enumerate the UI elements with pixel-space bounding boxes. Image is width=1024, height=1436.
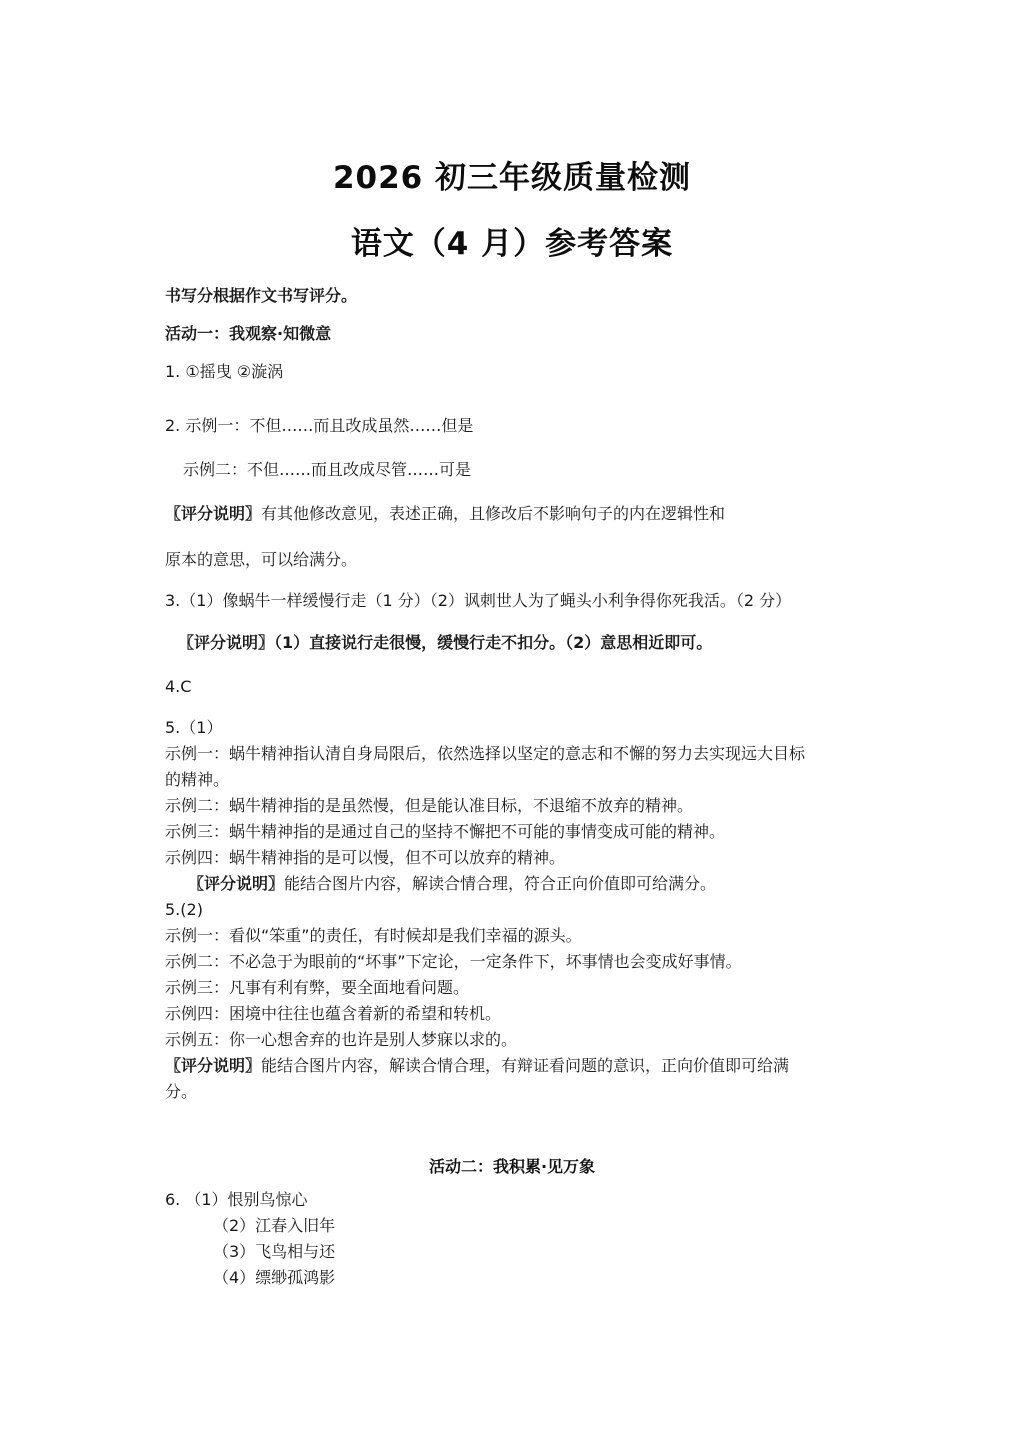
answer-q6-2: （2）江春入旧年 <box>213 1216 336 1235</box>
scoring-note-text: 能结合图片内容，解读合情合理，符合正向价值即可给满分。 <box>284 874 717 893</box>
scoring-note-text: 能结合图片内容，解读合情合理，有辩证看问题的意识，正向价值即可给满 <box>261 1056 790 1075</box>
q5-2-example1: 示例一：看似“笨重”的责任，有时候却是我们幸福的源头。 <box>165 926 582 945</box>
q5-1-scoring-note <box>188 872 716 896</box>
answer-q6-1: 6. （1）恨别鸟惊心 <box>165 1190 308 1209</box>
q5-2-scoring-note <box>165 1054 789 1078</box>
q5-1-example3: 示例三：蜗牛精神指的是通过自己的坚持不懈把不可能的事情变成可能的精神。 <box>165 822 726 841</box>
q5-2-example2: 示例二：不必急于为眼前的“坏事”下定论，一定条件下，坏事情也会变成好事情。 <box>165 952 742 971</box>
answer-q5-1-label: 5.（1） <box>165 718 223 737</box>
page-subtitle: 语文（4 月）参考答案 <box>350 226 674 262</box>
scoring-note-label: 〖评分说明〗 <box>165 1056 262 1075</box>
answer-q2-example1: 2. 示例一：不但……而且改成虽然……但是 <box>165 416 474 435</box>
scoring-note-text: 有其他修改意见，表述正确，且修改后不影响句子的内在逻辑性和 <box>261 504 726 523</box>
q5-1-example1-cont: 的精神。 <box>165 770 230 789</box>
q5-2-example3: 示例三：凡事有利有弊，要全面地看问题。 <box>165 978 470 997</box>
answer-q6-3: （3）飞鸟相与还 <box>213 1242 336 1261</box>
q5-2-example5: 示例五：你一心想舍弃的也许是别人梦寐以求的。 <box>165 1030 518 1049</box>
q2-scoring-note-cont: 原本的意思，可以给满分。 <box>165 550 358 569</box>
q5-2-example4: 示例四：困境中往往也蕴含着新的希望和转机。 <box>165 1004 502 1023</box>
q3-scoring-note: 〖评分说明〗（1）直接说行走很慢，缓慢行走不扣分。（2）意思相近即可。 <box>178 633 713 652</box>
q5-2-scoring-note-cont: 分。 <box>165 1082 198 1101</box>
q5-1-example2: 示例二：蜗牛精神指的是虽然慢，但是能认准目标，不退缩不放弃的精神。 <box>165 796 694 815</box>
answer-q3: 3.（1）像蜗牛一样缓慢行走（1 分）（2）讽刺世人为了蝇头小利争得你死我活。（2 分） <box>165 591 792 610</box>
q5-1-example4: 示例四：蜗牛精神指的是可以慢，但不可以放弃的精神。 <box>165 848 566 867</box>
activity2-heading: 活动二：我积累·见万象 <box>428 1157 596 1176</box>
scoring-note-label: 〖评分说明〗 <box>165 504 262 523</box>
answer-q5-2-label: 5.(2) <box>165 900 203 919</box>
scoring-note-label: 〖评分说明〗 <box>188 874 285 893</box>
q2-scoring-note <box>165 502 725 526</box>
answer-q4: 4.C <box>165 677 192 696</box>
answer-q2-example2: 示例二：不但……而且改成尽管……可是 <box>183 460 472 479</box>
answer-q1: 1. ①摇曳 ②漩涡 <box>165 362 284 381</box>
activity1-heading: 活动一：我观察·知微意 <box>165 324 332 343</box>
page-title: 2026 初三年级质量检测 <box>332 160 692 196</box>
answer-q6-4: （4）缥缈孤鸿影 <box>213 1268 336 1287</box>
intro-text: 书写分根据作文书写评分。 <box>165 286 358 305</box>
q5-1-example1: 示例一：蜗牛精神指认清自身局限后，依然选择以坚定的意志和不懈的努力去实现远大目标 <box>165 744 806 763</box>
